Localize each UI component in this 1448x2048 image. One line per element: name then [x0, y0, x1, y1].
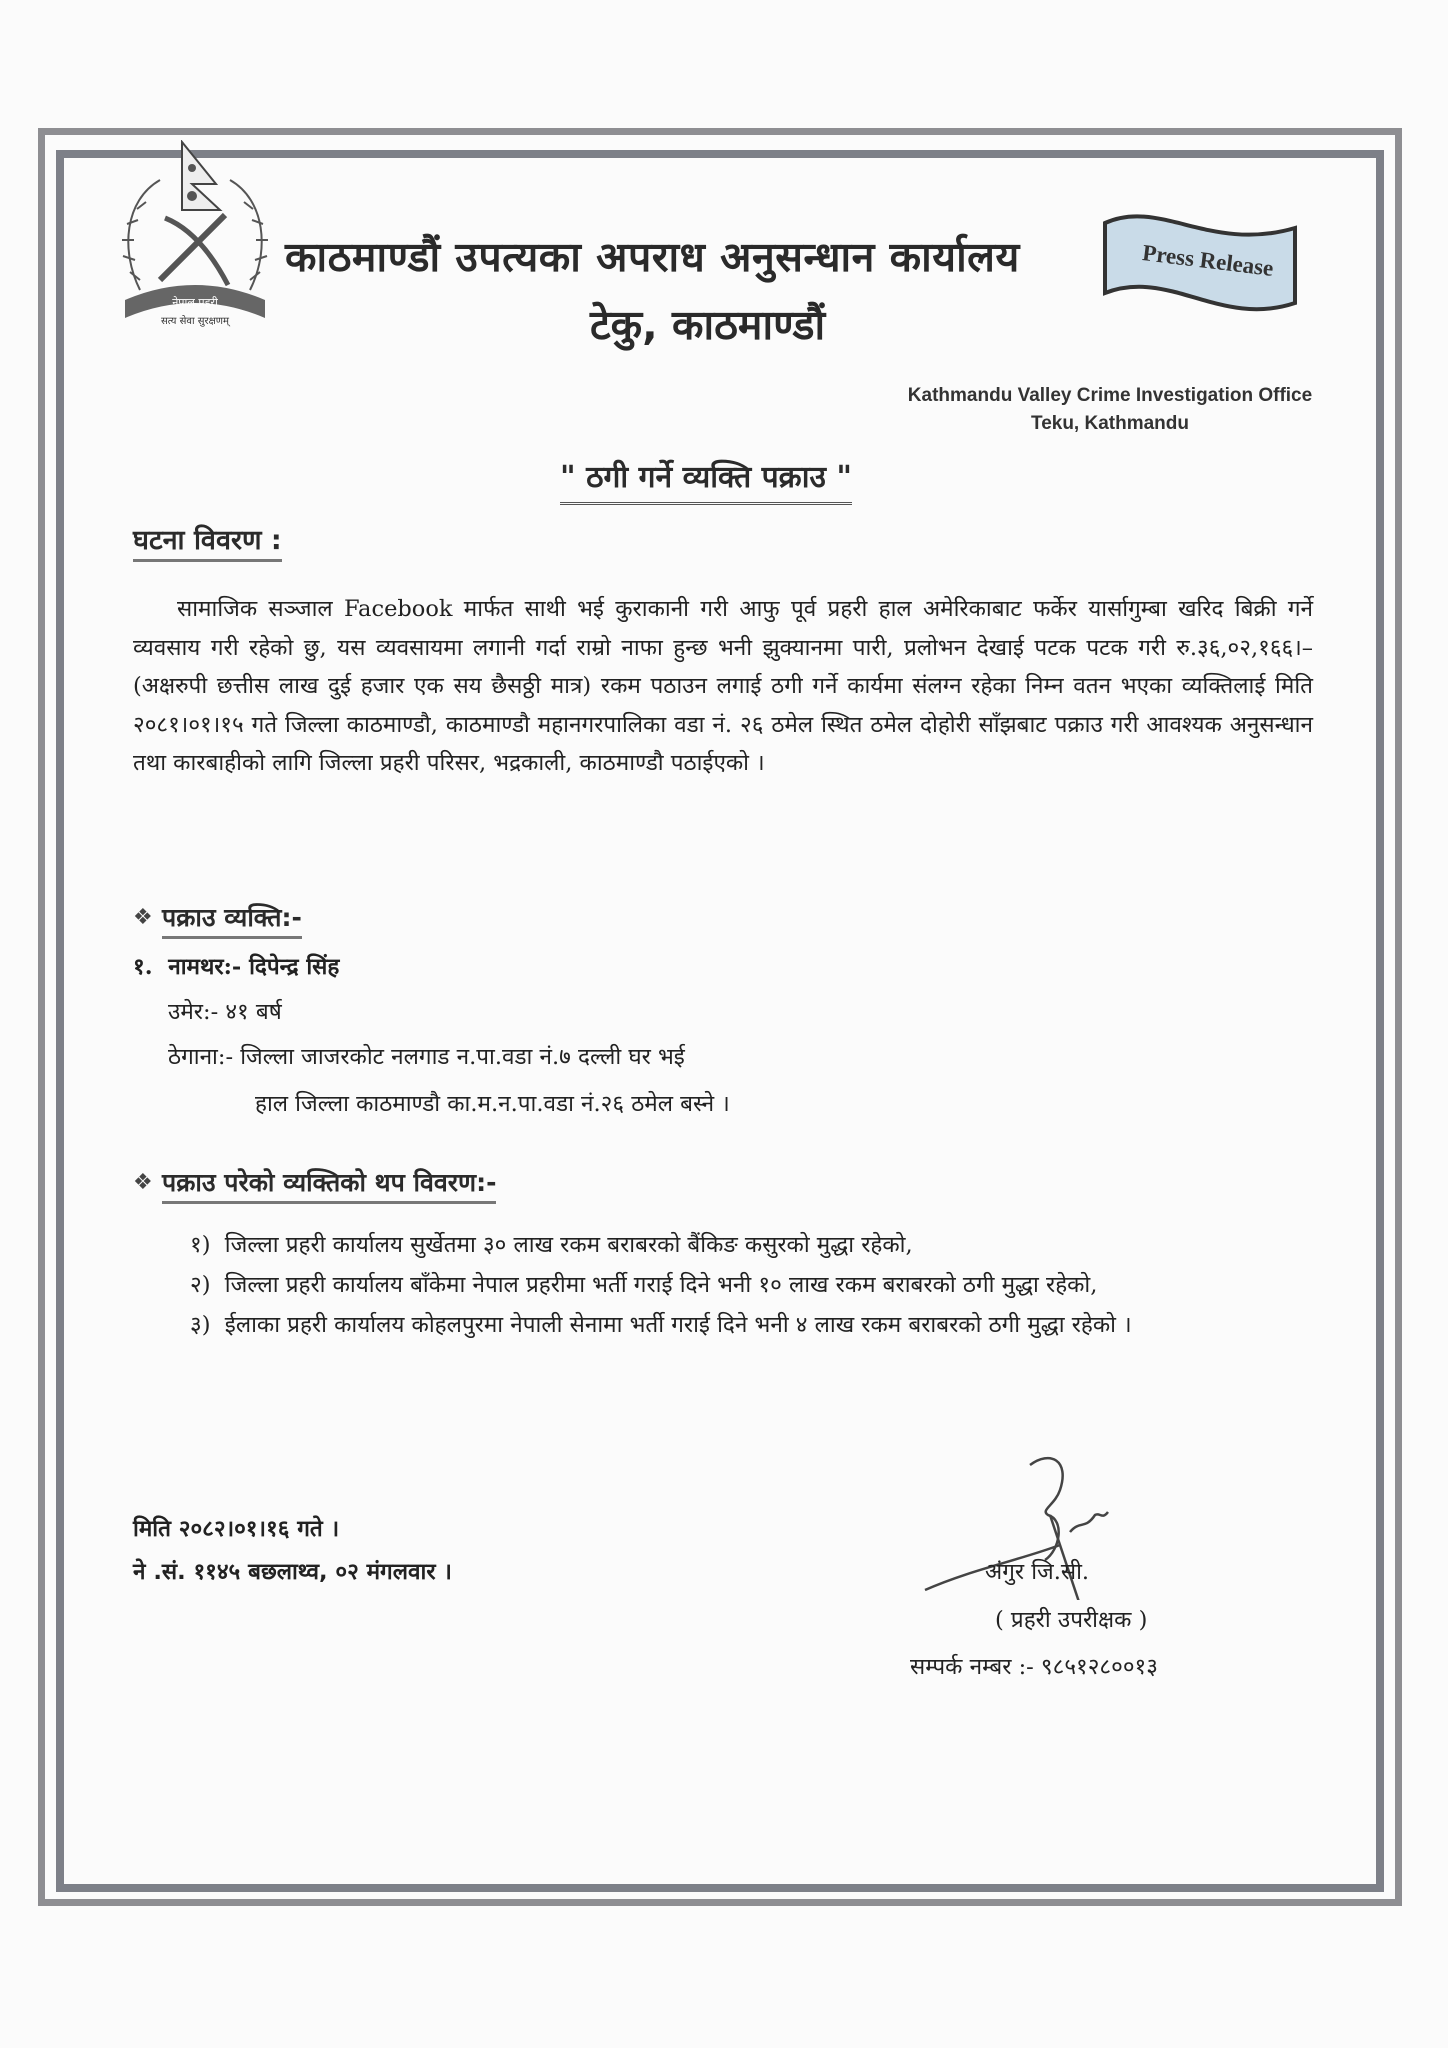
item-number: ३)	[190, 1312, 211, 1338]
nepal-sambat-line: ने .सं. ११४५ बछलाथ्व, ०२ मंगलवार ।	[133, 1559, 452, 1585]
press-release-label: Press Release	[1141, 240, 1275, 281]
item-text: जिल्ला प्रहरी कार्यालय सुर्खेतमा ३० लाख रकम बराबरको बैंकिङ कसुरको मुद्धा रहेको,	[224, 1232, 913, 1258]
name-label: नामथर:-	[168, 954, 242, 980]
item-text: ईलाका प्रहरी कार्यालय कोहलपुरमा नेपाली सेनामा भर्ती गराई दिने भनी ४ लाख रकम बराबरको ठगी मुद्धा रहेको ।	[224, 1312, 1132, 1338]
emblem-banner-bottom: सत्य सेवा सुरक्षणम्	[161, 316, 229, 327]
signatory-name: अंगुर जि.सी.	[985, 1559, 1090, 1585]
item-number: १)	[190, 1232, 211, 1258]
incident-paragraph: सामाजिक सञ्जाल Facebook मार्फत साथी भई कुराकानी गरी आफु पूर्व प्रहरी हाल अमेरिकाबाट फर्केर यार्सागुम्बा खरिद बिक्री गर्ने व्यवसाय गरी रहेको छु, यस व्यवसायमा लगानी गर्दा राम्रो नाफा हुन्छ भनी झुक्यानमा पारी, प्रलोभन देखाई पटक पटक गरी रु.३६,०२,१६६।– (अक्षरुपी छत्तीस लाख दुई हजार एक सय छैसठ्ठी मात्र) रकम पठाउन लगाई ठगी गर्ने कार्यमा संलग्न रहेका निम्न वतन भएका व्यक्तिलाई मिति २०८१।०१।१५ गते जिल्ला काठमाण्डौ, काठमाण्डौ महानगरपालिका वडा नं. २६ ठमेल स्थित ठमेल दोहोरी साँझबाट पक्राउ गरी आवश्यक अनुसन्धान तथा कारबाहीको लागि जिल्ला प्रहरी परिसर, भद्रकाली, काठमाण्डौ पठाईएको ।	[133, 596, 1313, 776]
item-number: २)	[190, 1272, 211, 1298]
additional-item	[190, 1308, 1132, 1339]
office-location-np: टेकु, काठमाण्डौं	[590, 301, 826, 349]
arrested-heading: पक्राउ व्यक्ति:-	[162, 900, 302, 939]
address-label: ठेगाना:-	[168, 1044, 234, 1070]
office-name-en-line: Kathmandu Valley Crime Investigation Office	[907, 385, 1313, 406]
item-text: जिल्ला प्रहरी कार्यालय बाँकेमा नेपाल प्रहरीमा भर्ती गराई दिने भनी १० लाख रकम बराबरको ठगी मुद्धा रहेको,	[224, 1272, 1098, 1298]
arrested-address-line1	[168, 1040, 685, 1071]
incident-heading: घटना विवरण :	[133, 520, 282, 562]
headline: " ठगी गर्ने व्यक्ति पक्राउ "	[560, 455, 852, 505]
diamond-bullet-icon: ❖	[133, 1170, 153, 1195]
additional-item	[190, 1268, 1097, 1299]
emblem-banner-top: नेपाल प्रहरी	[172, 296, 218, 309]
contact-number: सम्पर्क नम्बर :- ९८५१२८००१३	[910, 1654, 1158, 1680]
signatory-title: ( प्रहरी उपरीक्षक )	[995, 1607, 1148, 1633]
diamond-bullet-icon: ❖	[133, 905, 153, 930]
additional-item	[190, 1228, 913, 1259]
additional-heading: पक्राउ परेको व्यक्तिको थप विवरण:-	[162, 1165, 496, 1204]
address-value-1: जिल्ला जाजरकोट नलगाड न.पा.वडा नं.७ दल्ली घर भई	[240, 1044, 685, 1070]
office-location-en: Teku, Kathmandu	[1031, 413, 1189, 434]
arrested-name-line	[133, 950, 339, 981]
date-line: मिति २०८२।०१।१६ गते ।	[133, 1516, 340, 1542]
office-name-en	[880, 382, 1340, 438]
nepal-police-emblem-icon	[120, 140, 270, 330]
arrested-name: दिपेन्द्र सिंह	[249, 954, 340, 980]
arrested-index: १.	[133, 954, 153, 980]
arrested-address-line2: हाल जिल्ला काठमाण्डौ का.म.न.पा.वडा नं.२६ ठमेल बस्ने ।	[255, 1091, 730, 1117]
arrested-age: उमेर:- ४१ बर्ष	[168, 999, 282, 1025]
office-name-np: काठमाण्डौं उपत्यका अपराध अनुसन्धान कार्यालय	[285, 233, 1020, 281]
